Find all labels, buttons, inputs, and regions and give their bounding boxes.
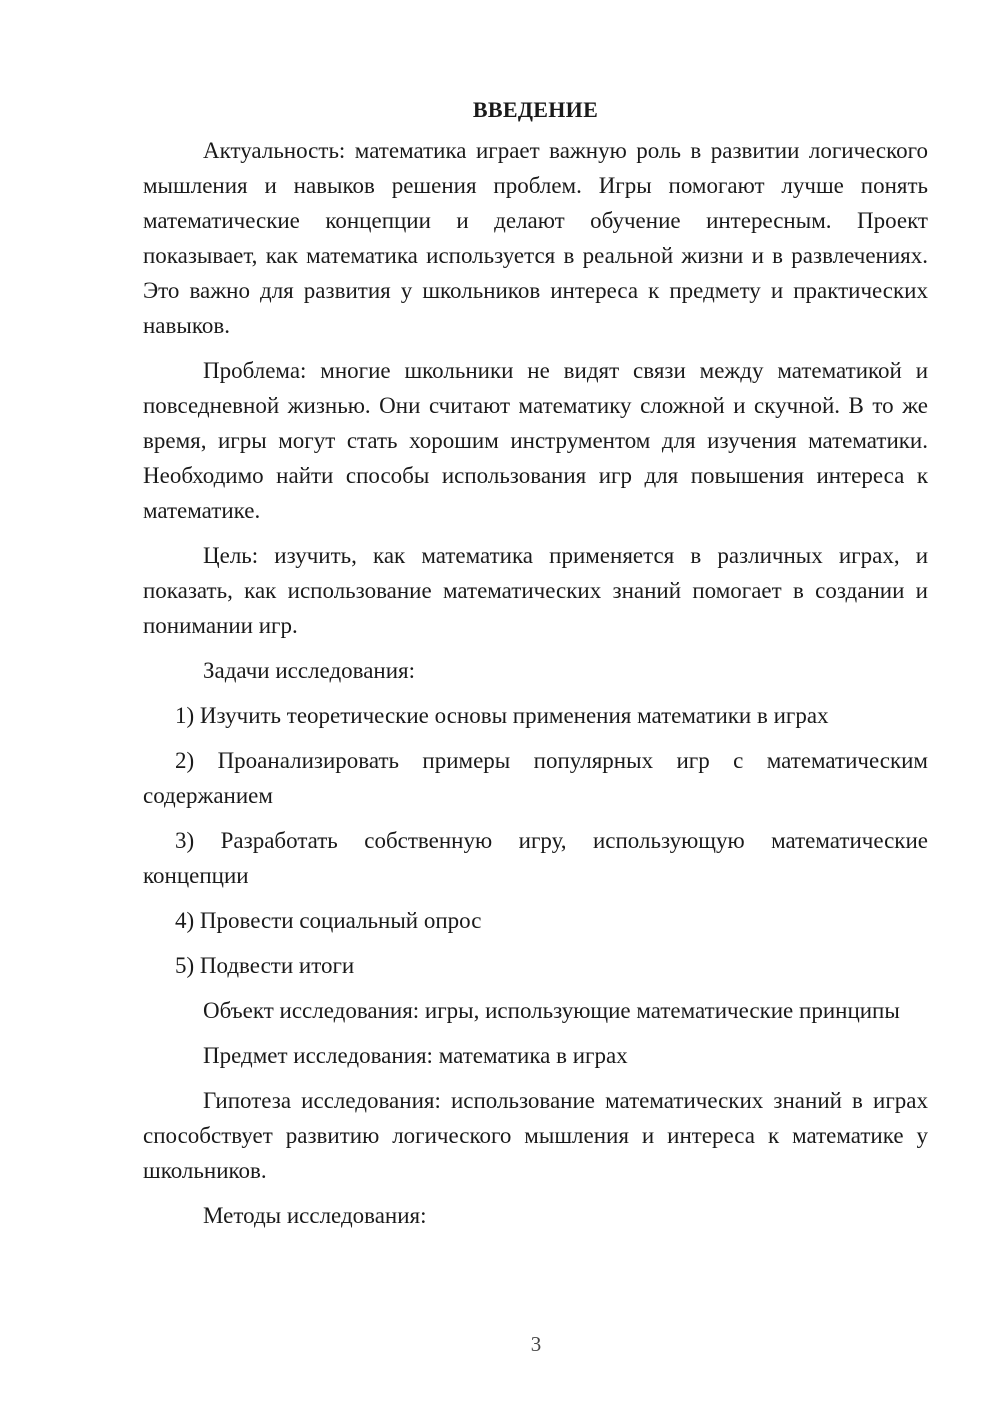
task-item: 5) Подвести итоги bbox=[175, 953, 355, 978]
paragraph-relevance: Актуальность: математика играет важную роль в развитии логического мышления и навыков решения проблем. Игры помогают лучше понять математические концепции и делают обучение интересным. Проект показывает, как математика используется в реальной жизни и в развлечениях. Это важно для развития у школьников интереса к предмету и практических навыков. bbox=[143, 138, 928, 338]
paragraph-object: Объект исследования: игры, использующие математические принципы bbox=[203, 998, 900, 1023]
task-item: 3) Разработать собственную игру, использующую математические концепции bbox=[143, 828, 928, 888]
document-page bbox=[143, 92, 928, 1243]
task-item: 4) Провести социальный опрос bbox=[175, 908, 482, 933]
paragraph-subject: Предмет исследования: математика в играх bbox=[203, 1043, 628, 1068]
document-title: ВВЕДЕНИЕ bbox=[472, 97, 599, 122]
task-item: 2) Проанализировать примеры популярных игр с математическим содержанием bbox=[143, 748, 928, 808]
page-number: 3 bbox=[530, 1332, 542, 1356]
paragraph-problem: Проблема: многие школьники не видят связи между математикой и повседневной жизнью. Они считают математику сложной и скучной. В то же время, игры могут стать хорошим инструментом для изучения математики. Необходимо найти способы использования игр для повышения интереса к математике. bbox=[143, 358, 928, 523]
paragraph-hypothesis: Гипотеза исследования: использование математических знаний в играх способствует развитию логического мышления и интереса к математике у школьников. bbox=[143, 1088, 928, 1183]
methods-heading: Методы исследования: bbox=[203, 1203, 427, 1228]
paragraph-goal: Цель: изучить, как математика применяется в различных играх, и показать, как использование математических знаний помогает в создании и понимании игр. bbox=[143, 543, 928, 638]
task-item: 1) Изучить теоретические основы применения математики в играх bbox=[175, 703, 829, 728]
task-list bbox=[143, 698, 928, 983]
tasks-heading: Задачи исследования: bbox=[203, 658, 416, 683]
